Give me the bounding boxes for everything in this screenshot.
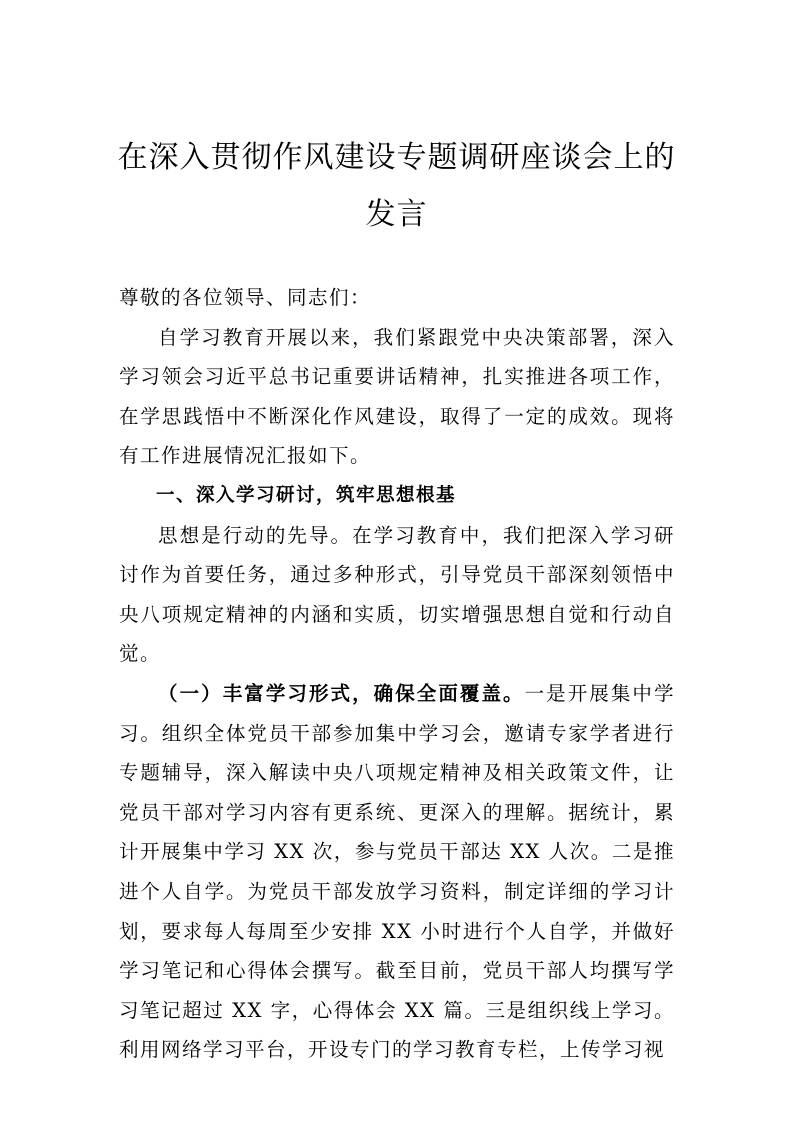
subsection-heading-1: （一）丰富学习形式，确保全面覆盖。 bbox=[158, 681, 525, 705]
subsection-1-body: 一是开展集中学习。组织全体党员干部参加集中学习会，邀请专家学者进行专题辅导，深入解读中央八项规定精神及相关政策文件，让党员干部对学习内容有更系统、更深入的理解。据统计，累计开展集中学习 XX 次，参与党员干部达 XX 人次。二是推进个人自学。为党员干部发放学习资料，制定详细的学习计划，要求每人每周至少安排 XX 小时进行个人自学，并做好学习笔记和心得体会撰写。截至目前，党员干部人均撰写学习笔记超过 XX 字，心得体会 XX 篇。三是组织线上学习。利用网络学习平台，开设专门的学习教育专栏，上传学习视 bbox=[119, 681, 675, 1062]
salutation: 尊敬的各位领导、同志们： bbox=[119, 286, 372, 309]
document-title-line-2: 发言 bbox=[365, 197, 428, 232]
intro-paragraph: 自学习教育开展以来，我们紧跟党中央决策部署，深入学习领会习近平总书记重要讲话精神，扎实推进各项工作，在学思践悟中不断深化作风建设，取得了一定的成效。现将有工作进展情况汇报如下。 bbox=[119, 325, 675, 468]
document-title-line-1: 在深入贯彻作风建设专题调研座谈会上的 bbox=[117, 140, 676, 175]
section-heading-1: 一、深入学习研讨，筑牢思想根基 bbox=[156, 484, 457, 506]
section-1-paragraph: 思想是行动的先导。在学习教育中，我们把深入学习研讨作为首要任务，通过多种形式，引导党员干部深刻领悟中央八项规定精神的内涵和实质，切实增强思想自觉和行动自觉。 bbox=[119, 523, 675, 666]
document-body bbox=[119, 278, 675, 1070]
subsection-1-paragraph bbox=[119, 674, 675, 1070]
